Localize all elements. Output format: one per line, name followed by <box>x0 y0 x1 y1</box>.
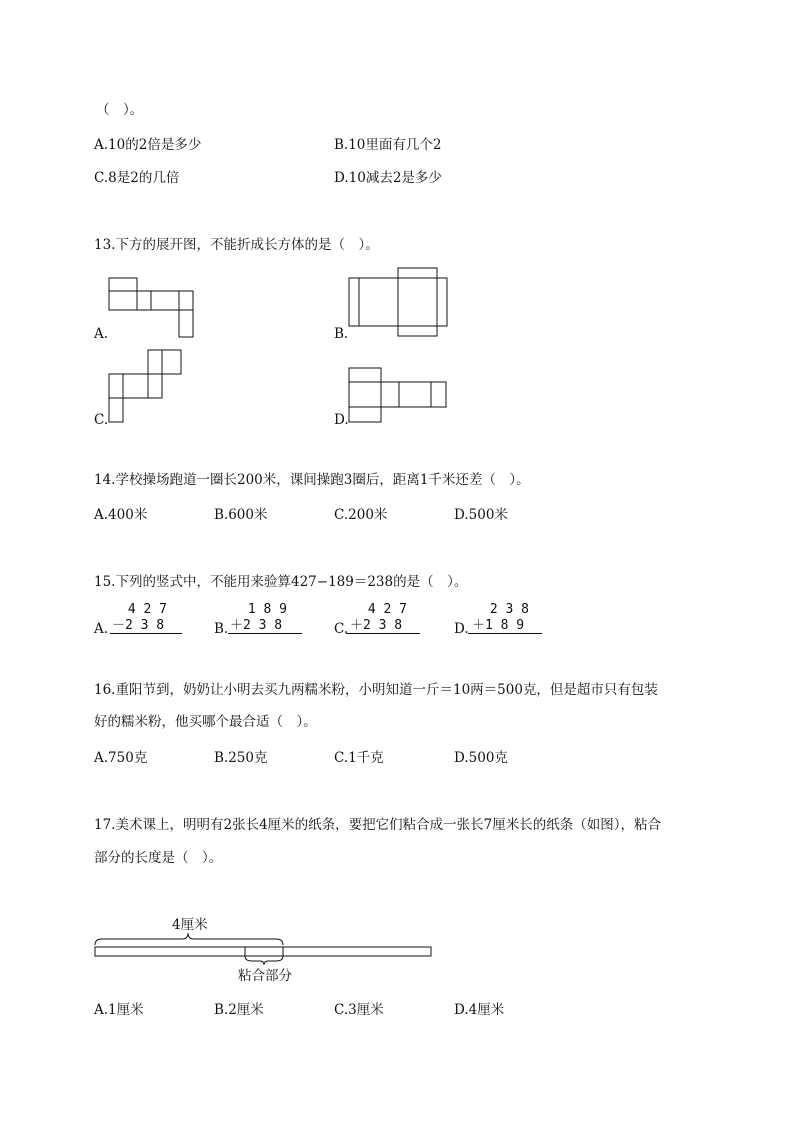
q15-option-d-rule <box>468 633 542 634</box>
net-figure-a <box>108 277 198 339</box>
overlap-label: 粘合部分 <box>238 968 292 984</box>
q13-option-c-label: C. <box>94 412 109 428</box>
q15-option-b-label: B. <box>214 621 229 637</box>
net-figure-c <box>108 349 186 425</box>
q17-option-a <box>94 1004 144 1018</box>
question-number: 17. <box>94 817 116 833</box>
q17-option-b <box>214 1004 264 1018</box>
option-text: 200米 <box>348 507 388 523</box>
q15-option-a-rule <box>110 633 182 634</box>
option-label: C. <box>334 750 349 766</box>
q13-option-a-label: A. <box>94 326 109 342</box>
q15-option-b-rule <box>228 633 302 634</box>
q12-option-b <box>334 139 442 153</box>
q12-option-a <box>94 139 201 153</box>
option-text: 500米 <box>468 507 508 523</box>
option-label: B. <box>214 750 229 766</box>
question-text: 学校操场跑道一圈长200米，课间操跑3圈后，距离1千米还差（ ）。 <box>115 472 530 488</box>
question-number: 16. <box>94 682 116 698</box>
option-label: A. <box>94 1002 109 1018</box>
option-label: B. <box>214 1002 229 1018</box>
option-label: C. <box>334 1002 349 1018</box>
q14-option-b <box>214 509 268 523</box>
q13-stem <box>94 239 379 253</box>
option-label: A. <box>94 137 109 153</box>
option-label: D. <box>334 170 349 186</box>
option-text: 250克 <box>228 750 268 766</box>
net-figure-b <box>348 267 450 339</box>
option-text: 600米 <box>228 507 268 523</box>
q15-option-a-bottom: －2 3 8 <box>112 618 165 633</box>
q15-stem <box>94 576 467 590</box>
paper-strip-figure <box>90 930 440 966</box>
option-label: C. <box>334 507 349 523</box>
q14-stem <box>94 474 530 488</box>
q15-option-c-label: C. <box>334 621 349 637</box>
q15-option-b-top: 1 8 9 <box>240 602 287 617</box>
q14-option-c <box>334 509 387 523</box>
option-label: B. <box>214 507 229 523</box>
q12-option-c <box>94 172 179 186</box>
question-number: 14. <box>94 472 116 488</box>
q13-option-d-label: D. <box>334 412 349 428</box>
option-text: 10里面有几个2 <box>348 137 442 153</box>
question-text: 美术课上，明明有2张长4厘米的纸条，要把它们粘合成一张长7厘米长的纸条（如图），粘合 <box>115 817 662 833</box>
q12-option-d <box>334 172 442 186</box>
option-text: 4厘米 <box>468 1002 505 1018</box>
option-label: D. <box>454 750 469 766</box>
q15-option-c-bottom: ＋2 3 8 <box>350 618 403 633</box>
q16-stem-line2: 好的糯米粉，他买哪个最合适（ ）。 <box>94 714 317 730</box>
option-text: 10的2倍是多少 <box>108 137 202 153</box>
q15-option-c-rule <box>346 633 420 634</box>
q15-option-d-bottom: ＋1 8 9 <box>472 618 525 633</box>
q16-option-a <box>94 752 147 766</box>
length-brace <box>95 933 283 945</box>
net-figure-d <box>348 367 450 425</box>
strip-length-label: 4厘米 <box>172 917 208 933</box>
q15-option-b-bottom: ＋2 3 8 <box>230 618 283 633</box>
question-text: 下方的展开图，不能折成长方体的是（ ）。 <box>115 237 379 253</box>
q15-option-a-label: A. <box>94 621 109 637</box>
q15-option-d-top: 2 3 8 <box>482 602 529 617</box>
q15-option-d-label: D. <box>454 621 469 637</box>
q17-option-c <box>334 1004 384 1018</box>
option-label: B. <box>334 137 349 153</box>
option-text: 750克 <box>108 750 148 766</box>
option-text: 1千克 <box>348 750 384 766</box>
option-text: 10减去2是多少 <box>348 170 442 186</box>
option-label: C. <box>94 170 109 186</box>
option-text: 2厘米 <box>228 1002 264 1018</box>
option-text: 8是2的几倍 <box>108 170 180 186</box>
q16-stem-line1 <box>94 684 658 698</box>
question-text: 下列的竖式中，不能用来验算427−189＝238的是（ ）。 <box>115 574 468 590</box>
option-text: 500克 <box>468 750 508 766</box>
q15-option-c-top: 4 2 7 <box>360 602 407 617</box>
overlap-brace <box>245 956 283 965</box>
q17-option-d <box>454 1004 504 1018</box>
q15-option-a-top: 4 2 7 <box>120 602 167 617</box>
question-number: 13. <box>94 237 116 253</box>
q16-option-d <box>454 752 508 766</box>
option-label: A. <box>94 750 109 766</box>
option-label: D. <box>454 1002 469 1018</box>
option-label: A. <box>94 507 109 523</box>
q13-option-b-label: B. <box>334 326 349 342</box>
option-text: 3厘米 <box>348 1002 384 1018</box>
q16-option-c <box>334 752 384 766</box>
paper-strip <box>95 947 431 956</box>
option-label: D. <box>454 507 469 523</box>
question-text: 重阳节到，奶奶让小明去买九两糯米粉，小明知道一斤＝10两＝500克，但是超市只有包装 <box>115 682 658 698</box>
q17-stem-line1 <box>94 819 661 833</box>
q12-stem-tail: （ ）。 <box>96 102 144 118</box>
q14-option-a <box>94 509 147 523</box>
option-text: 400米 <box>108 507 148 523</box>
question-number: 15. <box>94 574 116 590</box>
q17-stem-line2: 部分的长度是（ ）。 <box>94 850 223 866</box>
q14-option-d <box>454 509 508 523</box>
q16-option-b <box>214 752 268 766</box>
option-text: 1厘米 <box>108 1002 144 1018</box>
